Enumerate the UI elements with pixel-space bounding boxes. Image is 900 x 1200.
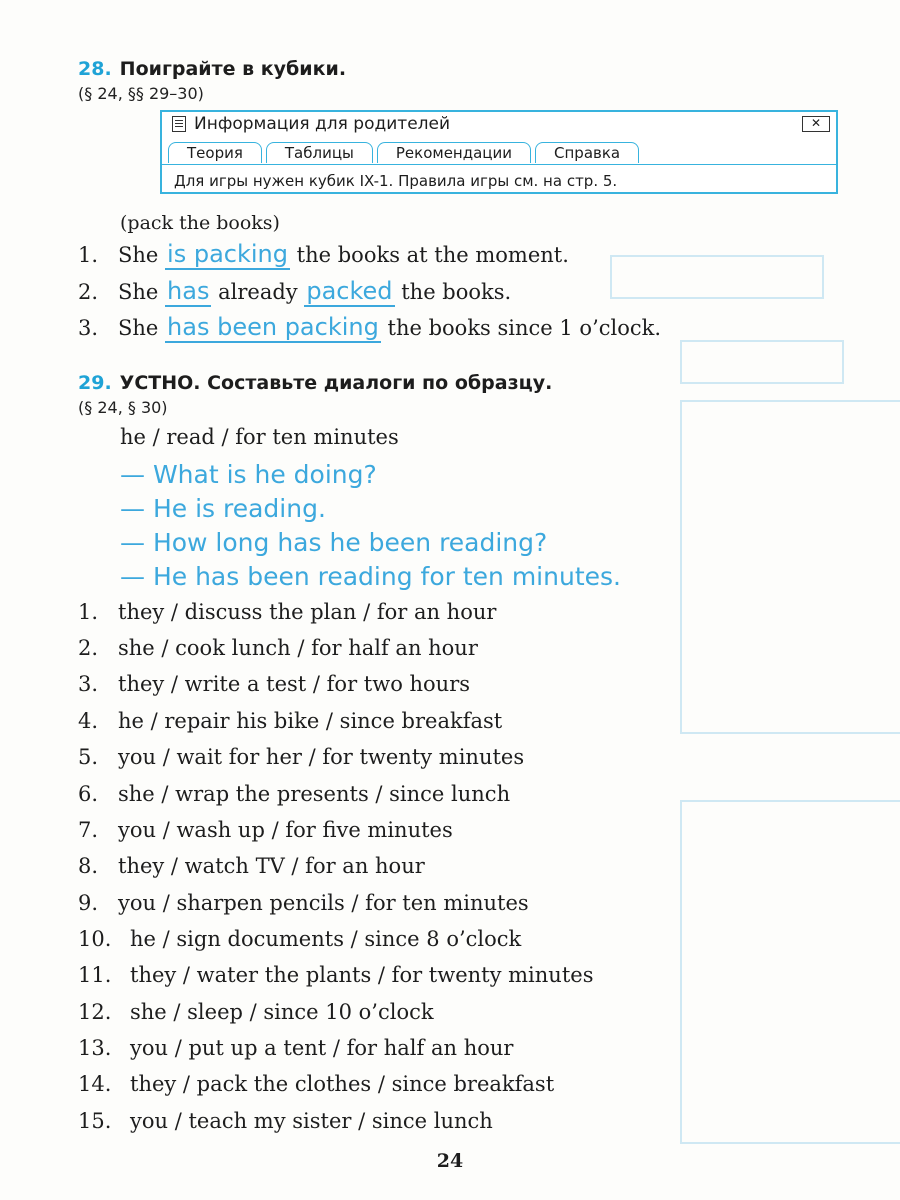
item-number: 1. (78, 600, 99, 624)
item-text: She (118, 280, 159, 304)
info-panel-divider (162, 164, 836, 165)
dialog-line-3: — How long has he been reading? (120, 528, 548, 557)
item-text: she / wrap the presents / since lunch (118, 782, 511, 806)
exercise-29-item (78, 891, 529, 915)
book-icon (172, 116, 186, 132)
exercise-29-number: 29. (78, 372, 112, 394)
item-text: he / sign documents / since 8 o’clock (130, 927, 522, 951)
item-number: 3. (78, 672, 99, 696)
item-text: already (218, 280, 298, 304)
item-number: 3. (78, 316, 99, 340)
tab-reference[interactable]: Справка (535, 142, 639, 163)
item-number: 14. (78, 1072, 112, 1096)
answer-field[interactable]: is packing (167, 240, 288, 268)
dialog-line-4: — He has been reading for ten minutes. (120, 562, 621, 591)
item-number: 15. (78, 1109, 112, 1133)
answer-field[interactable]: packed (306, 277, 393, 305)
item-number: 1. (78, 243, 99, 267)
item-number: 12. (78, 1000, 112, 1024)
item-text: you / teach my sister / since lunch (130, 1109, 493, 1133)
item-number: 2. (78, 280, 99, 304)
item-number: 11. (78, 963, 112, 987)
item-number: 5. (78, 745, 99, 769)
item-text: the books since 1 o’clock. (387, 316, 662, 340)
item-number: 7. (78, 818, 99, 842)
item-text: the books. (401, 280, 512, 304)
exercise-29-item (78, 600, 496, 624)
exercise-29-example: he / read / for ten minutes (120, 425, 399, 449)
exercise-29-item (78, 1109, 493, 1133)
exercise-28-item-2 (78, 277, 511, 305)
answer-field[interactable]: has been packing (167, 313, 379, 341)
item-text: she / sleep / since 10 o’clock (130, 1000, 434, 1024)
item-number: 2. (78, 636, 99, 660)
answer-field[interactable]: has (167, 277, 210, 305)
show-through-table (680, 400, 900, 734)
exercise-29-item (78, 782, 510, 806)
info-panel-title-text: Информация для родителей (194, 114, 451, 134)
show-through-box (610, 255, 824, 299)
exercise-29-item (78, 745, 524, 769)
exercise-29-item (78, 1072, 554, 1096)
item-text: you / wait for her / for twenty minutes (118, 745, 525, 769)
item-text: you / sharpen pencils / for ten minutes (118, 891, 529, 915)
exercise-28-prompt: (pack the books) (120, 212, 280, 234)
exercise-28-number: 28. (78, 58, 112, 80)
exercise-29-item (78, 854, 425, 878)
item-text: the books at the moment. (296, 243, 569, 267)
exercise-28-item-3 (78, 313, 661, 341)
exercise-29-heading (78, 372, 552, 394)
item-text: she / cook lunch / for half an hour (118, 636, 478, 660)
item-text: they / water the plants / for twenty minutes (130, 963, 594, 987)
exercise-29-item (78, 1000, 434, 1024)
exercise-29-reference: (§ 24, § 30) (78, 398, 168, 417)
item-number: 6. (78, 782, 99, 806)
exercise-29-item (78, 1036, 513, 1060)
info-panel-title (172, 114, 450, 134)
exercise-29-item (78, 636, 478, 660)
item-number: 4. (78, 709, 99, 733)
exercise-29-item (78, 818, 453, 842)
parents-info-panel (160, 110, 838, 194)
exercise-28-title: Поиграйте в кубики. (119, 58, 347, 80)
page-number: 24 (436, 1150, 464, 1172)
item-text: you / wash up / for five minutes (118, 818, 453, 842)
tab-tables[interactable]: Таблицы (266, 142, 373, 163)
exercise-29-item (78, 672, 470, 696)
tab-theory[interactable]: Теория (168, 142, 262, 163)
exercise-29-title: УСТНО. Составьте диалоги по образцу. (119, 372, 553, 394)
item-number: 13. (78, 1036, 112, 1060)
item-text: they / discuss the plan / for an hour (118, 600, 497, 624)
item-text: She (118, 243, 159, 267)
exercise-28-heading (78, 58, 346, 80)
item-number: 10. (78, 927, 112, 951)
dialog-line-2: — He is reading. (120, 494, 326, 523)
exercise-28-reference: (§ 24, §§ 29–30) (78, 84, 204, 103)
item-number: 9. (78, 891, 99, 915)
dialog-line-1: — What is he doing? (120, 460, 377, 489)
close-button[interactable]: ✕ (802, 116, 830, 132)
info-panel-tabs (168, 142, 639, 163)
show-through-table (680, 800, 900, 1144)
item-text: She (118, 316, 159, 340)
item-number: 8. (78, 854, 99, 878)
tab-recommendations[interactable]: Рекомендации (377, 142, 531, 163)
exercise-29-item (78, 709, 502, 733)
exercise-29-item (78, 927, 521, 951)
item-text: they / watch TV / for an hour (118, 854, 425, 878)
item-text: he / repair his bike / since breakfast (118, 709, 503, 733)
exercise-29-item (78, 963, 593, 987)
info-panel-text: Для игры нужен кубик IX-1. Правила игры см. на стр. 5. (174, 172, 618, 190)
show-through-box (680, 340, 844, 384)
exercise-28-item-1 (78, 240, 569, 268)
item-text: you / put up a tent / for half an hour (130, 1036, 514, 1060)
item-text: they / pack the clothes / since breakfast (130, 1072, 555, 1096)
item-text: they / write a test / for two hours (118, 672, 471, 696)
